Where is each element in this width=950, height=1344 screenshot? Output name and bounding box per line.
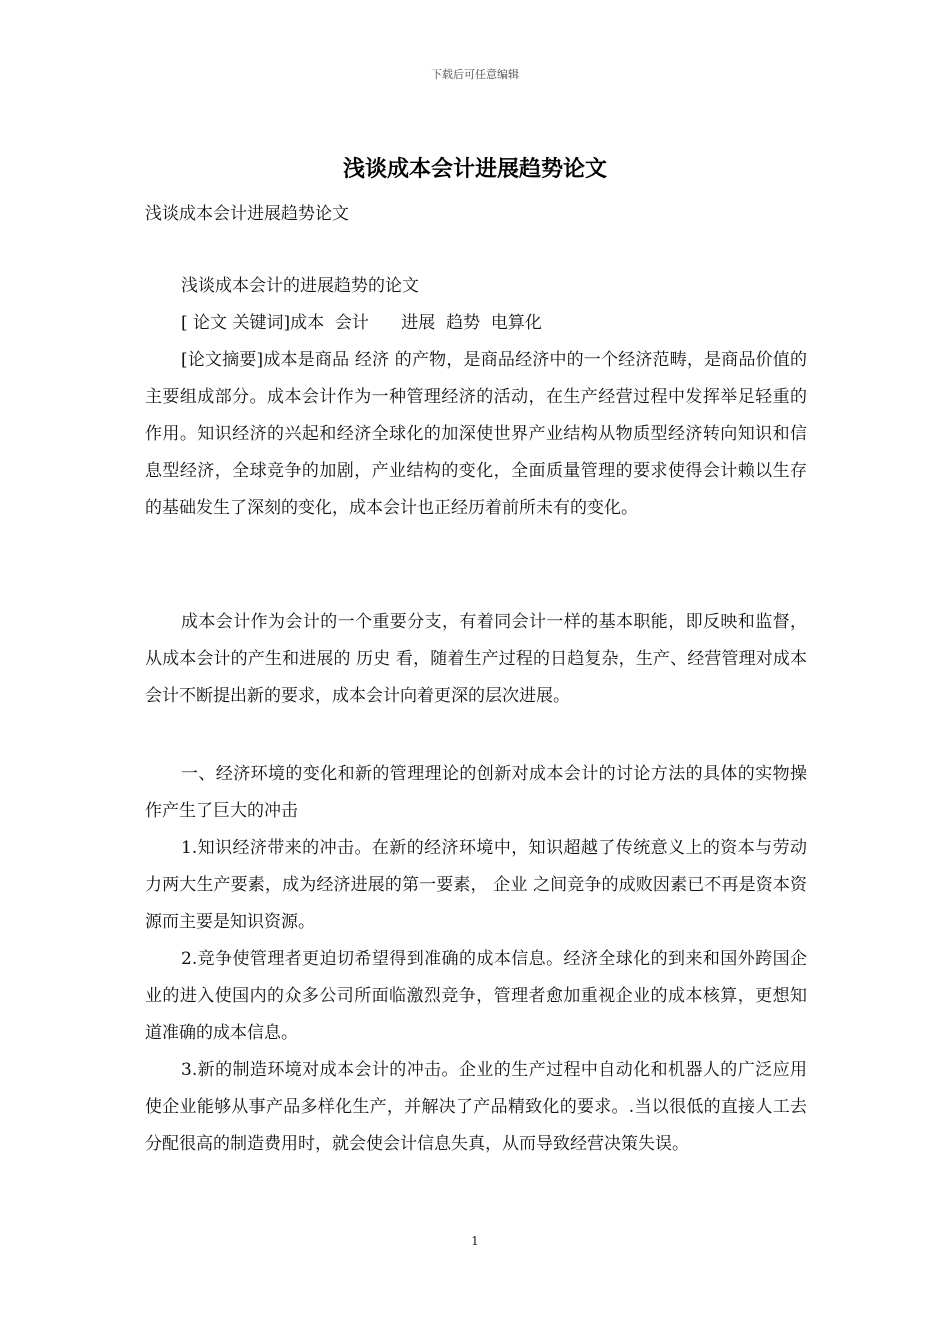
document-body-intro — [145, 604, 807, 715]
intro-paragraph: 成本会计作为会计的一个重要分支，有着同会计一样的基本职能，即反映和监督，从成本会计的产生和进展的 历史 看，随着生产过程的日趋复杂，生产、经营管理对成本会计不断提出新的要求，成本会计向着更深的层次进展。 — [145, 612, 807, 706]
section-heading-paragraph: 一、经济环境的变化和新的管理理论的创新对成本会计的讨论方法的具体的实物操作产生了巨大的冲击 — [145, 764, 807, 821]
subtitle-paragraph: 浅谈成本会计进展趋势论文 — [145, 204, 349, 224]
list-item-paragraph: 3.新的制造环境对成本会计的冲击。企业的生产过程中自动化和机器人的广泛应用使企业能够从事产品多样化生产，并解决了产品精致化的要求。.当以很低的直接人工去分配很高的制造费用时，就会使会计信息失真，从而导致经营决策失误。 — [145, 1060, 807, 1154]
document-body-main — [145, 268, 807, 527]
keywords-paragraph: [ 论文 关键词]成本 会计 进展 趋势 电算化 — [181, 313, 542, 333]
abstract-paragraph: [论文摘要]成本是商品 经济 的产物，是商品经济中的一个经济范畴，是商品价值的主要组成部分。成本会计作为一种管理经济的活动，在生产经营过程中发挥举足轻重的作用。知识经济的兴起和经济全球化的加深使世界产业结构从物质型经济转向知识和信息型经济，全球竞争的加剧，产业结构的变化，全面质量管理的要求使得会计赖以生存的基础发生了深刻的变化，成本会计也正经历着前所未有的变化。 — [145, 350, 807, 518]
document-body-section-one — [145, 756, 807, 1163]
page-number: 1 — [471, 1234, 479, 1248]
document-title: 浅谈成本会计进展趋势论文 — [342, 157, 607, 182]
list-item-paragraph: 2.竞争使管理者更迫切希望得到准确的成本信息。经济全球化的到来和国外跨国企业的进入使国内的众多公司所面临激烈竞争，管理者愈加重视企业的成本核算，更想知道准确的成本信息。 — [145, 949, 807, 1043]
paper-heading-paragraph: 浅谈成本会计的进展趋势的论文 — [181, 276, 419, 296]
list-item-paragraph: 1.知识经济带来的冲击。在新的经济环境中，知识超越了传统意义上的资本与劳动力两大生产要素，成为经济进展的第一要素， 企业 之间竞争的成败因素已不再是资本资源而主要是知识资源。 — [145, 838, 807, 932]
document-body — [145, 196, 807, 233]
page-header-note: 下载后可任意编辑 — [431, 68, 519, 81]
